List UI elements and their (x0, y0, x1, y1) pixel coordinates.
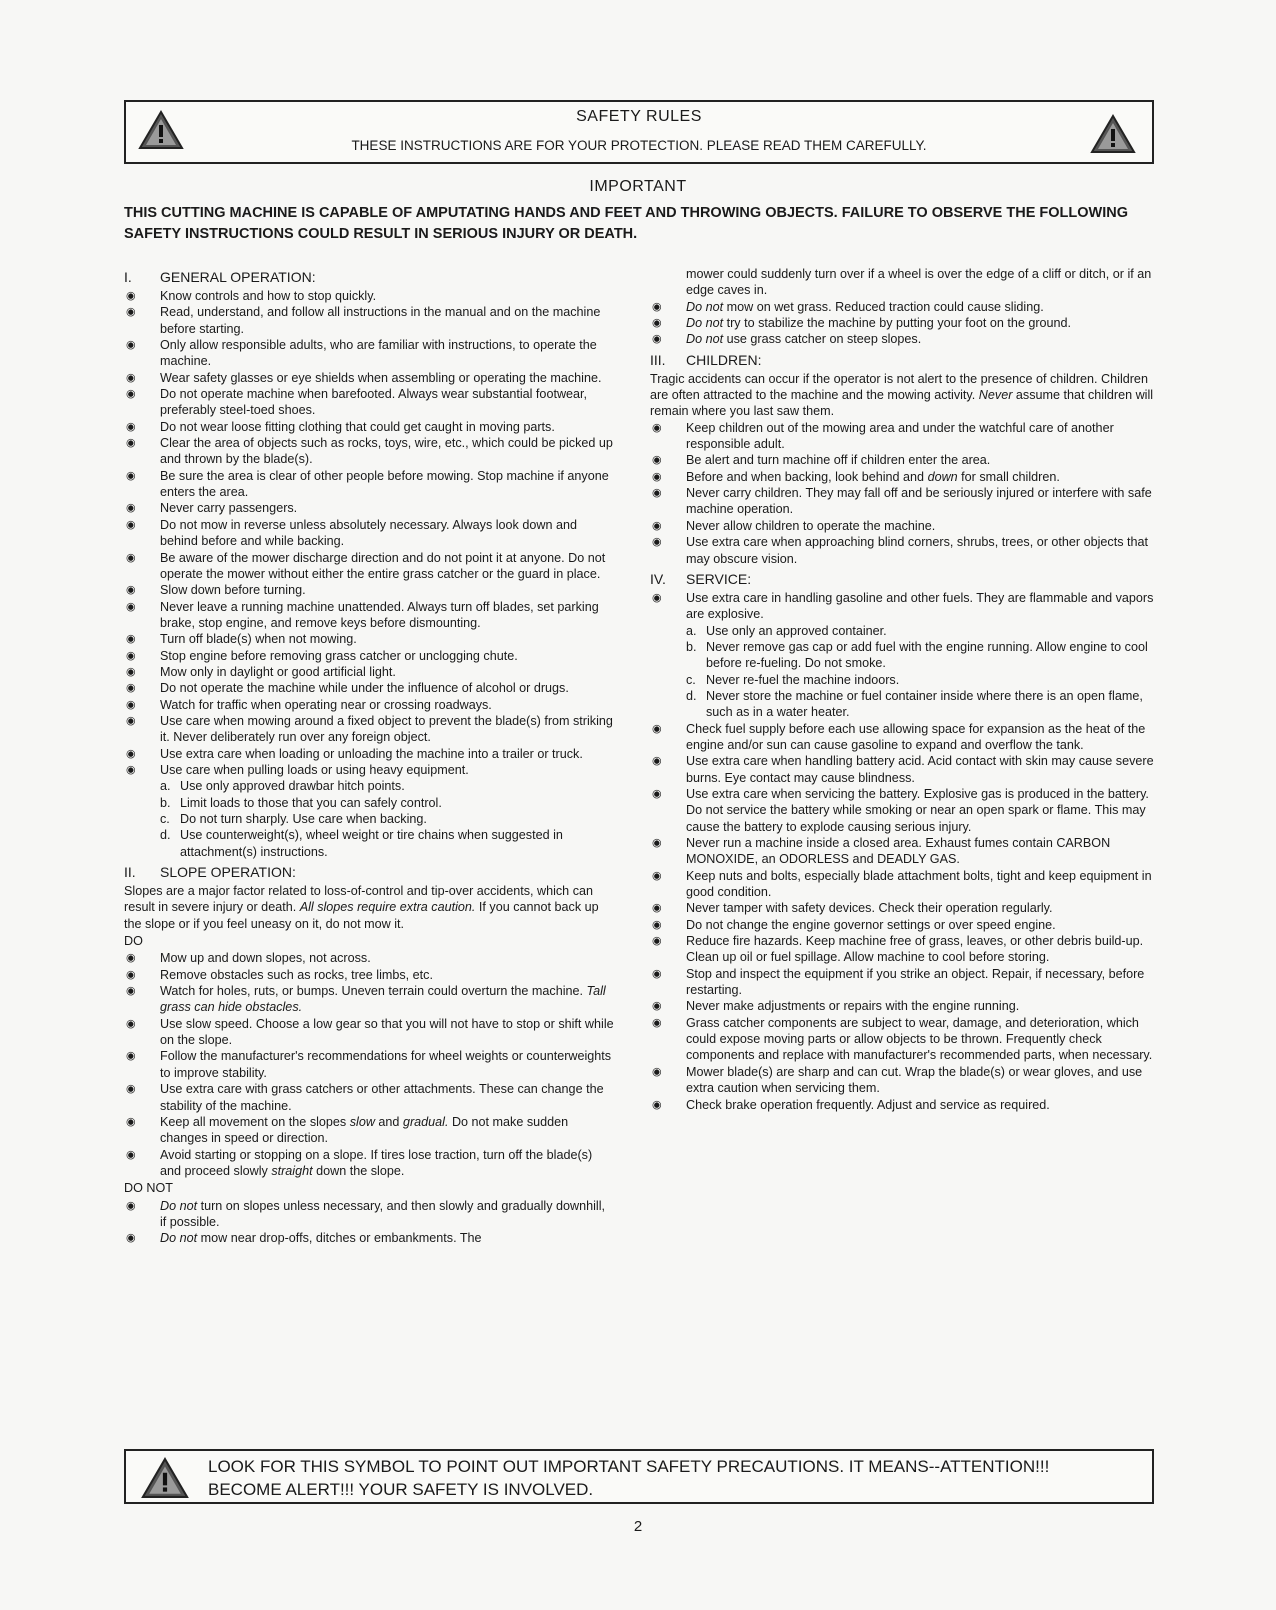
warning-triangle-icon (1090, 114, 1136, 154)
bullet-icon: ◉ (126, 714, 136, 727)
bullet-icon: ◉ (652, 421, 662, 434)
bullet-icon: ◉ (652, 536, 662, 549)
bullet-icon: ◉ (126, 339, 136, 352)
bullet-icon: ◉ (652, 837, 662, 849)
bullet-icon: ◉ (652, 591, 662, 604)
list-item: ◉ Never leave a running machine unattended. Always turn off blades, set parking brake, stop engine, and remove keys before dismounting. (126, 599, 599, 630)
list-item: ◉ Stop engine before removing grass catcher or unclogging chute. (126, 648, 518, 663)
list-item: ◉ Before and when backing, look behind and down for small children. (652, 469, 1060, 484)
list-item: ◉ Be sure the area is clear of other people before mowing. Stop machine if anyone enters the area. (126, 468, 609, 500)
bullet-icon: ◉ (652, 519, 662, 532)
slope-intro: Slopes are a major factor related to loss-of-control and tip-over accidents, which can result in severe injury or death. All slopes require extra caution. If you cannot back up the slope or if you feel uneasy on it, do not mow it. (124, 884, 599, 931)
bullet-icon: ◉ (652, 1016, 662, 1029)
bullet-icon: ◉ (126, 1148, 136, 1161)
section-title: SLOPE OPERATION: (160, 864, 296, 881)
attention-text (208, 1455, 1142, 1501)
list-item: ◉ Read, understand, and follow all instructions in the manual and on the machine before starting. (126, 305, 601, 336)
left-column (124, 266, 614, 1247)
section-heading (124, 863, 614, 881)
section-number: IV. (650, 570, 666, 587)
list-item: ◉ Check brake operation frequently. Adjust and service as required. (652, 1097, 1050, 1112)
header-title: SAFETY RULES (576, 108, 702, 125)
list-item: ◉ Keep all movement on the slopes slow and gradual. Do not make sudden changes in speed or direction. (126, 1114, 569, 1146)
attention-notice (124, 1449, 1154, 1504)
bullet-icon: ◉ (126, 1083, 136, 1096)
section-heading (124, 268, 614, 286)
bullet-icon: ◉ (126, 502, 136, 515)
section-number: II. (124, 864, 136, 881)
list-item: ◉ Keep children out of the mowing area and under the watchful care of another responsible adult. (652, 420, 1114, 452)
list-item: ◉ Mow up and down slopes, not across. (126, 951, 371, 966)
bullet-icon: ◉ (126, 1232, 136, 1245)
bullet-icon: ◉ (652, 869, 662, 882)
bullet-icon: ◉ (126, 1017, 136, 1030)
list-item: ◉ Do not operate the machine while under the influence of alcohol or drugs. (126, 681, 569, 696)
bullet-icon: ◉ (126, 584, 136, 597)
bullet-icon: ◉ (126, 290, 136, 302)
bullet-icon: ◉ (652, 918, 662, 931)
attention-line-1: LOOK FOR THIS SYMBOL TO POINT OUT IMPORTANT SAFETY PRECAUTIONS. IT MEANS--ATTENTION!!! (208, 1457, 1050, 1476)
list-item-continued: mower could suddenly turn over if a wheel is over the edge of a cliff or ditch, or if an edge caves in. (686, 267, 1152, 298)
bullet-icon: ◉ (652, 333, 662, 346)
warning-triangle-icon (140, 1457, 190, 1499)
list-item: ◉ Use extra care with grass catchers or other attachments. These can change the stability of the machine. (126, 1082, 604, 1113)
list-item: ◉ Use extra care when servicing the battery. Explosive gas is produced in the battery. Do not service the battery while smoking or near an open spark or flame. This may cause the battery to explode causing serious injury. (652, 786, 1149, 834)
bullet-icon: ◉ (652, 300, 662, 313)
important-title: IMPORTANT (589, 178, 687, 195)
bullet-icon: ◉ (126, 600, 136, 613)
list-item: ◉ Avoid starting or stopping on a slope. If tires lose traction, turn off the blade(s) and proceed slowly straight down the slope. (126, 1147, 593, 1178)
section-heading (650, 570, 1156, 588)
list-item: ◉ Use extra care when handling battery acid. Acid contact with skin may cause severe burns. Eye contact may cause blindness. (652, 754, 1154, 785)
bullet-icon: ◉ (126, 437, 136, 450)
list-item: ◉ Mow only in daylight or good artificial light. (126, 664, 396, 679)
bullet-icon: ◉ (126, 952, 136, 965)
list-item: ◉ Be alert and turn machine off if children enter the area. (652, 453, 991, 468)
list-item: ◉ Use slow speed. Choose a low gear so that you will not have to stop or shift while on the slope. (126, 1016, 614, 1048)
bullet-icon: ◉ (126, 1199, 136, 1212)
list-item: ◉ Do not turn on slopes unless necessary, and then slowly and gradually downhill, if possible. (126, 1198, 606, 1229)
safety-rules-header (124, 100, 1154, 164)
bullet-icon: ◉ (652, 902, 662, 915)
list-item: ◉ Never make adjustments or repairs with the engine running. (652, 999, 1020, 1014)
sub-list-item: c. Never re-fuel the machine indoors. (686, 672, 900, 687)
bullet-icon: ◉ (652, 317, 662, 330)
list-item: ◉ Mower blade(s) are sharp and can cut. Wrap the blade(s) or wear gloves, and use extra caution when servicing them. (652, 1064, 1143, 1096)
list-item: ◉ Know controls and how to stop quickly. (126, 289, 377, 303)
bullet-icon: ◉ (126, 306, 136, 319)
list-item: ◉ Use care when mowing around a fixed object to prevent the blade(s) from striking it. Never deliberately run over any foreign object. (126, 713, 613, 745)
section-heading (650, 351, 1156, 369)
list-item: ◉ Never run a machine inside a closed area. Exhaust fumes contain CARBON MONOXIDE, an ODORLESS and DEADLY GAS. (652, 836, 1111, 867)
section-number: I. (124, 269, 132, 285)
bullet-icon: ◉ (126, 420, 136, 433)
list-item: ◉ Follow the manufacturer's recommendations for wheel weights or counterweights to improve stability. (126, 1049, 612, 1080)
sub-list-item: a. Use only approved drawbar hitch points. (160, 779, 405, 794)
bullet-icon: ◉ (652, 787, 662, 800)
list-item: ◉ Wear safety glasses or eye shields when assembling or operating the machine. (126, 370, 602, 385)
section-number: III. (650, 351, 666, 368)
bullet-icon: ◉ (126, 985, 136, 998)
bullet-icon: ◉ (652, 454, 662, 467)
list-item: ◉ Do not mow near drop-offs, ditches or embankments. The (126, 1231, 482, 1246)
do-not-label: DO NOT (124, 1181, 173, 1196)
section-title: GENERAL OPERATION: (160, 269, 316, 285)
bullet-icon: ◉ (126, 968, 136, 981)
list-item: ◉ Never allow children to operate the machine. (652, 518, 936, 533)
section-title: CHILDREN: (686, 351, 762, 368)
list-item: ◉ Do not mow in reverse unless absolutely necessary. Always look down and behind before and while backing. (126, 517, 577, 549)
list-item: ◉ Do not try to stabilize the machine by putting your foot on the ground. (652, 316, 1072, 331)
sub-list-item: c. Do not turn sharply. Use care when backing. (160, 812, 427, 826)
section-title: SERVICE: (686, 570, 752, 587)
list-item: ◉ Do not use grass catcher on steep slopes. (652, 332, 922, 347)
bullet-icon: ◉ (652, 722, 662, 735)
bullet-icon: ◉ (652, 487, 662, 500)
list-item: ◉ Grass catcher components are subject to wear, damage, and deterioration, which could expose moving parts or allow objects to be thrown. Frequently check components and replace with manufacturer's recommended parts, when necessary. (652, 1015, 1153, 1063)
bullet-icon: ◉ (126, 1115, 136, 1128)
list-item: ◉ Do not wear loose fitting clothing that could get caught in moving parts. (126, 419, 555, 434)
bullet-icon: ◉ (652, 755, 662, 768)
list-item: ◉ Do not mow on wet grass. Reduced traction could cause sliding. (652, 299, 1044, 314)
bullet-icon: ◉ (126, 518, 136, 531)
sub-list-item: d. Use counterweight(s), wheel weight or tire chains when suggested in attachment(s) instructions. (160, 828, 563, 859)
do-label: DO (124, 934, 143, 949)
bullet-icon: ◉ (652, 470, 662, 483)
list-item: ◉ Use care when pulling loads or using heavy equipment. (126, 762, 469, 777)
sub-list-item: b. Limit loads to those that you can safely control. (160, 795, 442, 810)
bullet-icon: ◉ (126, 388, 136, 401)
bullet-icon: ◉ (126, 551, 136, 564)
sub-list-item: d. Never store the machine or fuel container inside where there is an open flame, such as in a water heater. (686, 688, 1143, 720)
list-item: ◉ Reduce fire hazards. Keep machine free of grass, leaves, or other debris build-up. Clean up oil or fuel spillage. Allow machine to cool before storing. (652, 934, 1144, 965)
sub-list-item: a. Use only an approved container. (686, 623, 887, 638)
bullet-icon: ◉ (126, 682, 136, 695)
list-item: ◉ Watch for holes, ruts, or bumps. Uneven terrain could overturn the machine. Tall grass can hide obstacles. (126, 984, 606, 1015)
list-item: ◉ Clear the area of objects such as rocks, toys, wire, etc., which could be picked up and thrown by the blade(s). (126, 436, 613, 467)
list-item: ◉ Watch for traffic when operating near or crossing roadways. (126, 697, 492, 712)
list-item: ◉ Only allow responsible adults, who are familiar with instructions, to operate the machine. (126, 338, 597, 369)
header-subtitle: THESE INSTRUCTIONS ARE FOR YOUR PROTECTION. PLEASE READ THEM CAREFULLY. (351, 138, 927, 153)
list-item: ◉ Never tamper with safety devices. Check their operation regularly. (652, 901, 1053, 916)
list-item: ◉ Keep nuts and bolts, especially blade attachment bolts, tight and keep equipment in good condition. (652, 868, 1152, 900)
list-item: ◉ Check fuel supply before each use allowing space for expansion as the heat of the engine and/or sun can cause gasoline to expand and overflow the tank. (652, 721, 1146, 752)
bullet-icon: ◉ (652, 1065, 662, 1078)
list-item: ◉ Stop and inspect the equipment if you strike an object. Repair, if necessary, before restarting. (652, 966, 1145, 998)
bullet-icon: ◉ (652, 967, 662, 980)
list-item: ◉ Do not operate machine when barefooted. Always wear substantial footwear, preferably steel-toed shoes. (126, 387, 588, 418)
list-item: ◉ Use extra care in handling gasoline and other fuels. They are flammable and vapors are explosive. (652, 590, 1154, 622)
bullet-icon: ◉ (126, 665, 136, 678)
list-item: ◉ Never carry passengers. (126, 501, 298, 516)
list-item: ◉ Be aware of the mower discharge direction and do not point it at anyone. Do not operate the mower without either the entire grass catcher or the guard in place. (126, 550, 606, 581)
list-item: ◉ Slow down before turning. (126, 583, 306, 598)
children-intro: Tragic accidents can occur if the operator is not alert to the presence of children. Children are often attracted to the machine and the mowing activity. Never assume that children will remain where you last saw them. (650, 371, 1154, 419)
bullet-icon: ◉ (126, 633, 136, 646)
bullet-icon: ◉ (126, 747, 136, 760)
bullet-icon: ◉ (126, 371, 136, 384)
list-item: ◉ Use extra care when loading or unloading the machine into a trailer or truck. (126, 746, 583, 761)
page-number: 2 (633, 1518, 643, 1535)
list-item: ◉ Do not change the engine governor settings or over speed engine. (652, 917, 1056, 932)
list-item: ◉ Never carry children. They may fall off and be seriously injured or interfere with safe machine operation. (652, 486, 1152, 517)
sub-list-item: b. Never remove gas cap or add fuel with the engine running. Allow engine to cool before re-fueling. Do not smoke. (686, 639, 1148, 671)
bullet-icon: ◉ (126, 469, 136, 482)
bullet-icon: ◉ (126, 649, 136, 662)
bullet-icon: ◉ (652, 1098, 662, 1111)
important-warning-text: THIS CUTTING MACHINE IS CAPABLE OF AMPUTATING HANDS AND FEET AND THROWING OBJECTS. FAILURE TO OBSERVE THE FOLLOWING SAFETY INSTRUCTIONS COULD RESULT IN SERIOUS INJURY OR DEATH. (124, 205, 1128, 242)
attention-line-2: BECOME ALERT!!! YOUR SAFETY IS INVOLVED. (208, 1480, 594, 1499)
bullet-icon: ◉ (652, 935, 662, 948)
bullet-icon: ◉ (126, 698, 136, 711)
list-item: ◉ Remove obstacles such as rocks, tree limbs, etc. (126, 967, 433, 982)
list-item: ◉ Turn off blade(s) when not mowing. (126, 632, 357, 647)
list-item: ◉ Use extra care when approaching blind corners, shrubs, trees, or other objects that may obscure vision. (652, 535, 1149, 566)
bullet-icon: ◉ (652, 1000, 662, 1013)
bullet-icon: ◉ (126, 763, 136, 776)
right-column (650, 266, 1156, 1113)
bullet-icon: ◉ (126, 1050, 136, 1063)
